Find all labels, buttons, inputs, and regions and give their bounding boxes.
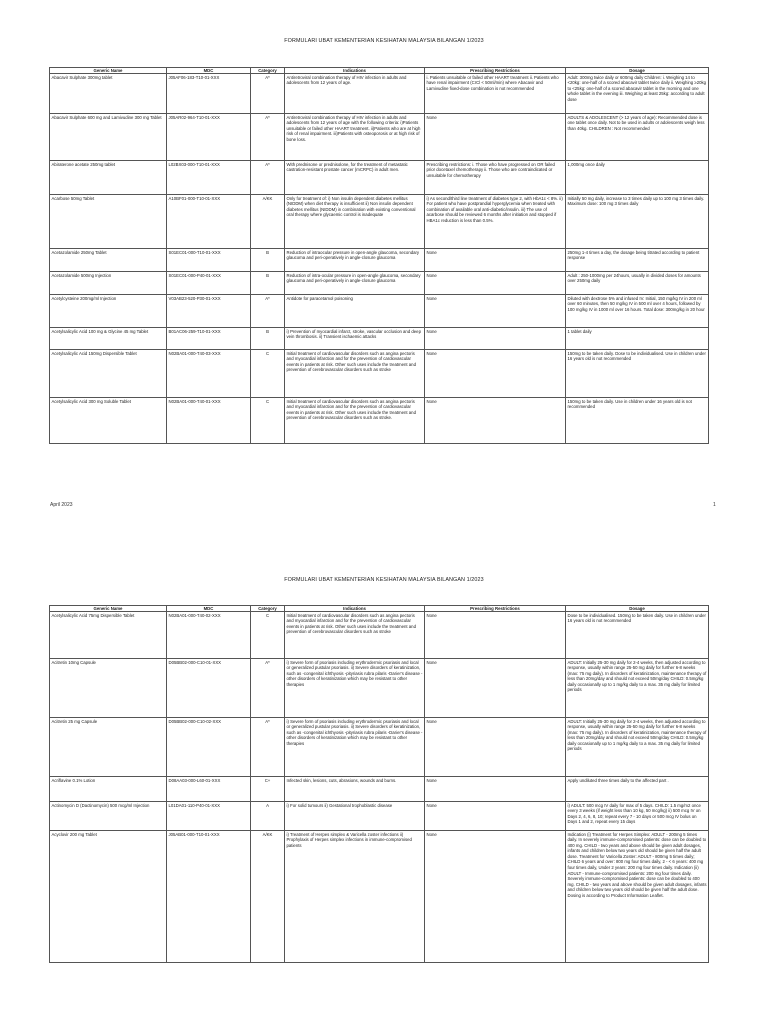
table-row	[50, 659, 709, 718]
indications-cell: i) For solid tumours ii) Gestational trophoblastic disease	[285, 802, 425, 831]
indications-cell: Initial treatment of cardiovascular disorders such as angina pectoris and myocardial infarction and for the prevention of cardiovascular events in patients at risk. Other such uses include the treatment and prevention of cerebrovascular disorders such as stroke.	[285, 398, 425, 444]
mdc-cell: D05BB02-000-C10-01-XXX	[167, 659, 251, 718]
generic-name-cell: Acetylsalicylic Acid 100 mg & Glycine 45 mg Tablet	[50, 328, 167, 350]
generic-name-cell: Acetylsalicylic Acid 150mg Dispersible Tablet	[50, 350, 167, 398]
restrictions-cell: None	[425, 249, 566, 272]
formulary-table-page-1	[49, 67, 709, 444]
category-cell: C+	[251, 777, 285, 802]
indications-cell: Antidote for paracetamol poisoning	[285, 295, 425, 328]
dosage-cell: 1 tablet daily	[566, 328, 709, 350]
table-row	[50, 195, 709, 249]
mdc-cell: S01EC01-000-P40-01-XXX	[167, 272, 251, 295]
column-header-indications: Indications	[285, 68, 425, 74]
indications-cell: Initial treatment of cardiovascular disorders such as angina pectoris and myocardial infarction and for the prevention of cardiovascular events in patients at risk. Other such uses include the treatment and prevention of cerebrovascular disorders such as stroke	[285, 612, 425, 659]
column-header-prescribing-restrictions: Prescribing Restrictions	[425, 606, 566, 612]
footer-date: April 2023	[50, 502, 73, 508]
indications-cell: Antiretroviral combination therapy of HIV infection in adults and adolescents from 12 years of age.	[285, 74, 425, 114]
table-row	[50, 114, 709, 161]
generic-name-cell: Abiraterone acetate 250mg tablet	[50, 161, 167, 195]
indications-cell: Reduction of intraocular pressure in open-angle glaucoma, secondary glaucoma and peri-operatively in angle-closure glaucoma	[285, 249, 425, 272]
column-header-prescribing-restrictions: Prescribing Restrictions	[425, 68, 566, 74]
category-cell: A*	[251, 114, 285, 161]
mdc-cell: L01DA01-110-P40-01-XXX	[167, 802, 251, 831]
column-header-dosage: Dosage	[566, 68, 709, 74]
dosage-cell: i) ADULT: 500 mcg IV daily for max of 5 days. CHILD: 1.5 mg/m2 once every 3 weeks (if weight less than 10 kg, 50 mcg/kg) ii) 500 mcg IV on Days 2, 4, 6, 8, 10; repeat every 7 - 10 days or 500 mcg IV bolus on Days 1 and 2, repeat every 15 days	[566, 802, 709, 831]
category-cell: A*	[251, 295, 285, 328]
mdc-cell: N02BA01-000-T40-03-XXX	[167, 350, 251, 398]
restrictions-cell: None	[425, 777, 566, 802]
restrictions-cell: Prescribing restrictions: i. Those who have progressed on OR failed prior docetaxel chemotherapy ii. Those who are contraindicated or unsuitable for chemotherapy	[425, 161, 566, 195]
column-header-mdc: MDC	[167, 606, 251, 612]
indications-cell: Reduction of intra-ocular pressure in open-angle glaucoma, secondary glaucoma and peri-operatively in angle-closure glaucoma	[285, 272, 425, 295]
category-cell: A	[251, 802, 285, 831]
column-header-mdc: MDC	[167, 68, 251, 74]
category-cell: B	[251, 249, 285, 272]
indications-cell: With prednisone or prednisolone, for the treatment of metastatic castration-resistant prostate cancer (mCRPC) in adult men.	[285, 161, 425, 195]
dosage-cell: Apply undiluted three times daily to the affected part .	[566, 777, 709, 802]
table-row	[50, 328, 709, 350]
table-row	[50, 612, 709, 659]
restrictions-cell: None	[425, 612, 566, 659]
indications-cell: i) Prevention of myocardial infarct, stroke, vascular occlusion and deep vein thrombosis. ii) Transient ischaemic attacks	[285, 328, 425, 350]
mdc-cell: S01EC01-000-T10-01-XXX	[167, 249, 251, 272]
restrictions-cell: i. Patients unsuitable or failed other HAART treatment ii. Patients who have renal impairment (CrCl < 50ml/min) where Abacavir and Lamivudine fixed-dose combination is not recommended	[425, 74, 566, 114]
table-row	[50, 802, 709, 831]
mdc-cell: B01AC06-259-T10-01-XXX	[167, 328, 251, 350]
restrictions-cell: None	[425, 802, 566, 831]
column-header-indications: Indications	[285, 606, 425, 612]
generic-name-cell: Acarbose 50mg Tablet	[50, 195, 167, 249]
table-row	[50, 350, 709, 398]
category-cell: A/KK	[251, 195, 285, 249]
restrictions-cell: None	[425, 659, 566, 718]
table-row	[50, 777, 709, 802]
generic-name-cell: Acriflavine 0.1% Lotion	[50, 777, 167, 802]
generic-name-cell: Acitretin 10mg Capsule	[50, 659, 167, 718]
column-header-category: Category	[251, 606, 285, 612]
category-cell: A*	[251, 659, 285, 718]
mdc-cell: J05AR02-964-T10-01-XXX	[167, 114, 251, 161]
dosage-cell: Adult: 300mg twice daily or 600mg daily Children: i. Weighing 14 to <20kg: one-half of a scored abacavir tablet twice daily ii. Weighing ≥20kg to <25kg: one-half of a scored abacavir tablet in the morning and one whole tablet in the evening iii. Weighing at least 25kg: according to adult dose	[566, 74, 709, 114]
indications-cell: Antiretroviral combination therapy of HIV infection in adults and adolescents from 12 years of age with the following criteria: i)Patients unsuitable or failed other HAART treatment. ii)Patients who are at high risk of renal impairment. iii)Patients with osteoporosis or at high risk of bone loss.	[285, 114, 425, 161]
generic-name-cell: Acitretin 25 mg Capsule	[50, 718, 167, 777]
dosage-cell: 1,000mg once daily	[566, 161, 709, 195]
mdc-cell: J05AB01-000-T10-01-XXX	[167, 831, 251, 963]
mdc-cell: N02BA01-000-T40-02-XXX	[167, 612, 251, 659]
generic-name-cell: Acetylsalicylic Acid 300 mg Soluble Tablet	[50, 398, 167, 444]
category-cell: B	[251, 272, 285, 295]
restrictions-cell: None	[425, 114, 566, 161]
column-header-category: Category	[251, 68, 285, 74]
restrictions-cell: None	[425, 328, 566, 350]
generic-name-cell: Acetylcysteine 200mg/ml Injection	[50, 295, 167, 328]
restrictions-cell: None	[425, 272, 566, 295]
dosage-cell: Diluted with dextrose 5% and infused IV. Initial, 150 mg/kg IV in 200 ml over 60 minutes, then 50 mg/kg IV in 500 ml over 4 hours, followed by 100 mg/kg IV in 1000 ml over 16 hours. Total dose: 300mg/kg in 20 hour	[566, 295, 709, 328]
generic-name-cell: Acyclovir 200 mg Tablet	[50, 831, 167, 963]
dosage-cell: Initially 50 mg daily, increase to 3 times daily up to 100 mg 3 times daily. Maximum dose: 100 mg 3 times daily	[566, 195, 709, 249]
generic-name-cell: Actinomycin D (Dactinomycin) 500 mcg/ml Injection	[50, 802, 167, 831]
column-header-dosage: Dosage	[566, 606, 709, 612]
table-row	[50, 161, 709, 195]
indications-cell: Initial treatment of cardiovascular disorders such as angina pectoris and myocardial infarction and for the prevention of cardiovascular events in patients at risk. Other such uses include the treatment and prevention of cerebrovascular disorders such as stroke	[285, 350, 425, 398]
mdc-cell: N02BA01-000-T40-01-XXX	[167, 398, 251, 444]
indications-cell: i) Severe form of psoriasis including erythrodermic psoriasis and local or generalized pustular psoriasis. ii) Severe disorders of keratinization, such as -congenital ichthyosis -pityriasis rubra pilaris -Darier's disease -other disorders of keratinization which may be resistant to other therapies	[285, 718, 425, 777]
generic-name-cell: Abacavir Sulphate 300mg tablet	[50, 74, 167, 114]
mdc-cell: L02BX03-000-T10-01-XXX	[167, 161, 251, 195]
formulary-table-page-2	[49, 605, 709, 963]
category-cell: A/KK	[251, 831, 285, 963]
dosage-cell: ADULTS & ADOLESCENT (> 12 years of age): Recommended dose is one tablet once daily. Not to be used in adults or adolescents weigh less than 40kg. CHILDREN : Not recommended	[566, 114, 709, 161]
restrictions-cell: None	[425, 398, 566, 444]
generic-name-cell: Acetazolamide 250mg Tablet	[50, 249, 167, 272]
category-cell: A*	[251, 74, 285, 114]
restrictions-cell: None	[425, 831, 566, 963]
dosage-cell: 150mg to be taken daily. Use in children under 16 years old is not recommended	[566, 398, 709, 444]
generic-name-cell: Acetylsalicylic Acid 75mg Dispersible Tablet	[50, 612, 167, 659]
dosage-cell: ADULT: Initially 25-30 mg daily for 2-4 weeks, then adjusted according to response, usually within range 25-50 mg daily for further 6-8 weeks (max: 75 mg daily). In disorders of keratinization, maintenance therapy of less than 20mg/day and should not exceed 50mg/day CHILD: 0.5mg/kg daily occasionally up to 1 mg/kg daily to a max. 35 mg daily for limited periods	[566, 718, 709, 777]
category-cell: A*	[251, 161, 285, 195]
dosage-cell: Adult : 250-1000mg per 24hours, usually in divided doses for amounts over 250mg daily	[566, 272, 709, 295]
dosage-cell: Indication (i) Treatment for Herpes Simplex: ADULT - 200mg 5 times daily. In severely immune-compromised patients: dose can be doubled to 400 mg. CHILD - two years and above should be given adult dosages, infants and children below two years old should be given half the adult dose. Treatment for Varicella Zoster: ADULT - 800mg 5 times daily; CHILD 6 years and over: 800 mg four times daily, 2 - < 6 years: 400 mg four times daily, Under 2 years: 200 mg four times daily. Indication (ii) ADULT - Immune-compromised patients: 200 mg four times daily. Severely immune-compromised patients: dose can be doubled to 400 mg. CHILD - two years and above should be given adult dosages, infants and children below two years old should be given half the adult dose. Dosing is according to Product Information Leaflet.	[566, 831, 709, 963]
dosage-cell: 150mg to be taken daily. Dose to be individualised. Use in children under 16 years old is not recommended	[566, 350, 709, 398]
mdc-cell: A10BF01-000-T10-01-XXX	[167, 195, 251, 249]
document-title: FORMULARI UBAT KEMENTERIAN KESIHATAN MALAYSIA BILANGAN 1/2023	[284, 577, 484, 583]
category-cell: C	[251, 398, 285, 444]
dosage-cell: ADULT: Initially 25-30 mg daily for 2-4 weeks, then adjusted according to response, usually within range 25-50 mg daily for further 6-8 weeks (max: 75 mg daily). In disorders of keratinization, maintenance therapy of less than 20mg/day and should not exceed 50mg/day CHILD: 0.5mg/kg daily occasionally up to 1 mg/kg daily to a max. 35 mg daily for limited periods	[566, 659, 709, 718]
restrictions-cell: None	[425, 718, 566, 777]
dosage-cell: Dose to be individualised. 150mg to be taken daily. Use in children under 16 years old is not recommended	[566, 612, 709, 659]
dosage-cell: 250mg 1-4 times a day, the dosage being titrated according to patient response	[566, 249, 709, 272]
mdc-cell: D08AA03-000-L60-01-XXX	[167, 777, 251, 802]
column-header-generic-name: Generic Name	[50, 606, 167, 612]
indications-cell: i) Treatment of Herpes simplex & Varicella zoster infections ii) Prophylaxis of Herpes simplex infections in immune-compromised patients	[285, 831, 425, 963]
indications-cell: Infected skin, lesions, cuts, abrasions, wounds and burns.	[285, 777, 425, 802]
restrictions-cell: None	[425, 350, 566, 398]
table-row	[50, 249, 709, 272]
mdc-cell: D05BB02-000-C10-02-XXX	[167, 718, 251, 777]
column-header-generic-name: Generic Name	[50, 68, 167, 74]
category-cell: A*	[251, 718, 285, 777]
generic-name-cell: Acetazolamide 500mg Injection	[50, 272, 167, 295]
indications-cell: Only for treatment of: i) Non insulin dependent diabetes mellitus (NIDDM) when diet therapy is insufficient ii) Non insulin dependent diabetes mellitus (NIDDM) in combination with existing conventional oral therapy where glycaemic control is inadequate	[285, 195, 425, 249]
footer-page-number: 1	[713, 502, 716, 508]
document-title: FORMULARI UBAT KEMENTERIAN KESIHATAN MALAYSIA BILANGAN 1/2023	[284, 38, 484, 44]
restrictions-cell: i) As second/third line treatment of diabetes type 2, with HbA1c < 8%. ii) For patient who have postprandial hyperglycemia when treated with combination of available oral anti-diabetic/insulin. iii) The use of acarbose should be reviewed 6 months after initiation and stopped if HBA1c reduction is less than 0.5%.	[425, 195, 566, 249]
generic-name-cell: Abacavir Sulphate 600 mg and Lamivudine 300 mg Tablet	[50, 114, 167, 161]
table-row	[50, 831, 709, 963]
restrictions-cell: None	[425, 295, 566, 328]
table-row	[50, 295, 709, 328]
table-row	[50, 74, 709, 114]
mdc-cell: J05AF06-183-T10-01-XXX	[167, 74, 251, 114]
mdc-cell: V03AB23-520-P30-01-XXX	[167, 295, 251, 328]
table-row	[50, 398, 709, 444]
category-cell: C	[251, 350, 285, 398]
indications-cell: i) Severe form of psoriasis including erythrodermic psoriasis and local or generalized pustular psoriasis. ii) Severe disorders of keratinization, such as -congenital ichthyosis -pityriasis rubra pilaris -Darier's disease -other disorders of keratinization which may be resistant to other therapies	[285, 659, 425, 718]
category-cell: C	[251, 612, 285, 659]
table-row	[50, 272, 709, 295]
category-cell: B	[251, 328, 285, 350]
table-row	[50, 718, 709, 777]
